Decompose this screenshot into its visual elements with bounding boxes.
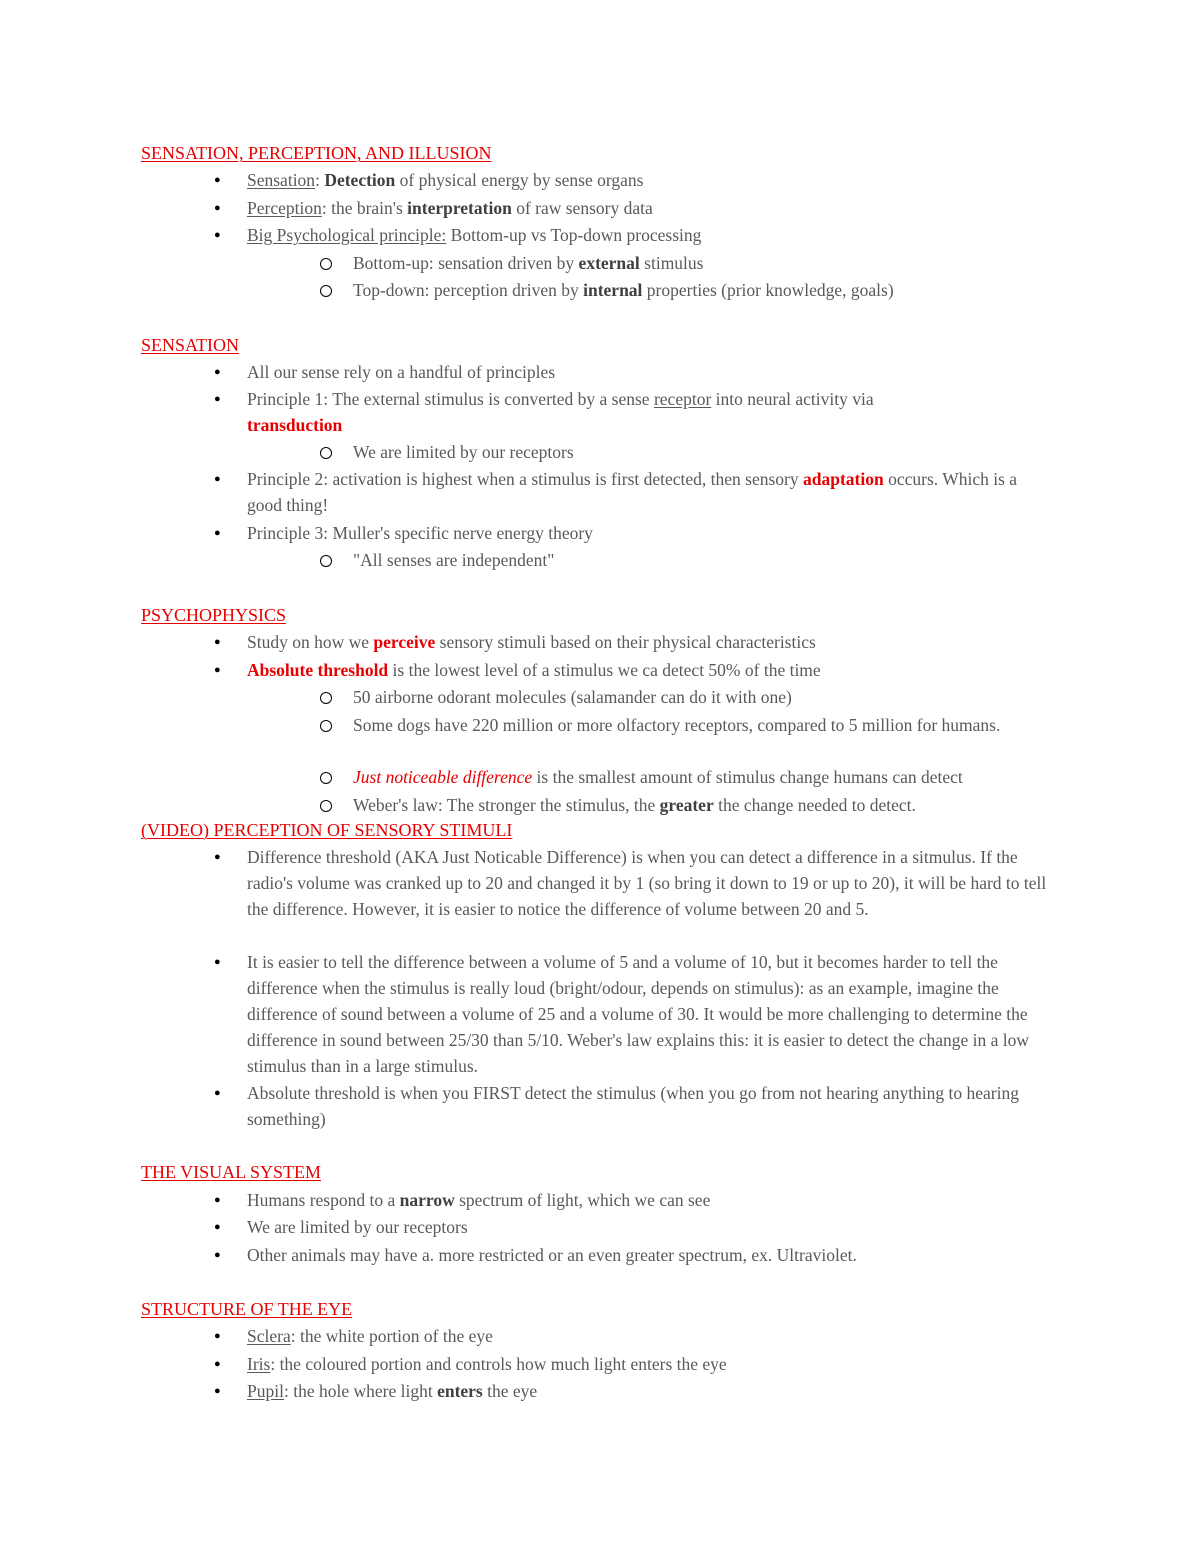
text: stimulus: [639, 253, 704, 273]
text: Weber's law: The stronger the stimulus, the: [353, 795, 660, 815]
text: is the smallest amount of stimulus change humans can detect: [532, 767, 963, 787]
bullet-easier-to-tell: ● It is easier to tell the difference between a volume of 5 and a volume of 10, but it becomes harder to tell the difference when the stimulus is really loud (bright/odour, depends on stimulus): as an example, imagine the difference of sound between a volume of 25 and a volume of 30. It would be more challenging to determine the difference in sound between 25/30 than 5/10. Weber's law explains this: it is easier to detect the change in a low stimulus than in a large stimulus.: [247, 949, 1057, 1079]
sub-bullet-limited-receptors: We are limited by our receptors: [353, 439, 1053, 465]
bullet-principle-3: ● Principle 3: Muller's specific nerve energy theory: [247, 520, 1057, 546]
sub-bullet-bottom-up: [353, 250, 1053, 276]
term: Perception: [247, 198, 322, 218]
sub-bullet-senses-independent: "All senses are independent": [353, 547, 1053, 573]
text: the change needed to detect.: [713, 795, 916, 815]
text: sensory stimuli based on their physical characteristics: [435, 632, 816, 652]
red-bold-text: adaptation: [803, 469, 884, 489]
text: of physical energy by sense organs: [395, 170, 644, 190]
bullet-perception: [247, 195, 1057, 221]
section-heading-video-perception: (VIDEO) PERCEPTION OF SENSORY STIMULI: [141, 820, 513, 840]
section-heading-structure-of-eye: STRUCTURE OF THE EYE: [141, 1299, 353, 1319]
bold-text: narrow: [399, 1190, 455, 1210]
text: : the white portion of the eye: [290, 1326, 493, 1346]
bullet-sensation: [247, 167, 1057, 193]
bullet-difference-threshold: ● Difference threshold (AKA Just Noticable Difference) is when you can detect a difference in a sitmulus. If the radio's volume was cranked up to 20 and changed it by 1 (so bring it down to 19 or up to 20), it will be hard to tell the difference. However, it is easier to notice the difference of volume between 20 and 5.: [247, 844, 1047, 922]
sub-bullet-webers-law: [353, 792, 1053, 818]
text: into neural activity via: [711, 389, 874, 409]
text: :: [315, 170, 325, 190]
section-heading-sensation: SENSATION: [141, 335, 240, 355]
section-heading-visual-system: THE VISUAL SYSTEM: [141, 1162, 322, 1182]
bullet-other-animals: ● Other animals may have a. more restricted or an even greater spectrum, ex. Ultraviolet.: [247, 1242, 1057, 1268]
text: : the coloured portion and controls how much light enters the eye: [270, 1354, 727, 1374]
term: Pupil: [247, 1381, 284, 1401]
text: properties (prior knowledge, goals): [642, 280, 894, 300]
bullet-absolute-threshold-first: ● Absolute threshold is when you FIRST detect the stimulus (when you go from not hearing anything to hearing something): [247, 1080, 1057, 1132]
term: Big Psychological principle:: [247, 225, 447, 245]
red-bold-text: Absolute threshold: [247, 660, 389, 680]
sub-bullet-top-down: [353, 277, 1053, 303]
bullet-principle-2: [247, 466, 1037, 518]
term: Iris: [247, 1354, 271, 1374]
text: Humans respond to a: [247, 1190, 400, 1210]
red-bold-text: perceive: [373, 632, 436, 652]
text: Principle 2: activation is highest when a stimulus is first detected, then sensory: [247, 469, 804, 489]
text: : the hole where light: [283, 1381, 438, 1401]
bullet-study-perceive: [247, 629, 1057, 655]
section-heading-psychophysics: PSYCHOPHYSICS: [141, 605, 287, 625]
text: : the brain's: [321, 198, 408, 218]
text: Bottom-up: sensation driven by: [353, 253, 579, 273]
bullet-iris: [247, 1351, 1057, 1377]
text: is the lowest level of a stimulus we ca detect 50% of the time: [388, 660, 821, 680]
red-italic-text: Just noticeable difference: [353, 767, 533, 787]
text: the eye: [482, 1381, 538, 1401]
bold-text: Detection: [324, 170, 396, 190]
sub-bullet-dogs-receptors: Some dogs have 220 million or more olfactory receptors, compared to 5 million for humans.: [353, 712, 1033, 738]
bold-text: greater: [659, 795, 714, 815]
bullet-big-principle: [247, 222, 1057, 248]
bullet-handful-principles: ● All our sense rely on a handful of principles: [247, 359, 1057, 385]
sub-bullet-jnd: [353, 764, 1053, 790]
red-bold-text: transduction: [247, 415, 343, 435]
text: Bottom-up vs Top-down processing: [446, 225, 702, 245]
bold-text: enters: [437, 1381, 483, 1401]
bold-text: internal: [583, 280, 643, 300]
term: Sclera: [247, 1326, 291, 1346]
underlined-text: receptor: [653, 389, 712, 409]
text: of raw sensory data: [511, 198, 653, 218]
sub-bullet-odorant-molecules: 50 airborne odorant molecules (salamander can do it with one): [353, 684, 1053, 710]
text: Principle 1: The external stimulus is converted by a sense: [247, 389, 654, 409]
text: occurs. Which is a good thing!: [247, 469, 1018, 515]
text: spectrum of light, which we can see: [454, 1190, 711, 1210]
bullet-pupil: [247, 1378, 1057, 1404]
text: Study on how we: [247, 632, 374, 652]
bold-text: interpretation: [407, 198, 512, 218]
bullet-narrow-spectrum: [247, 1187, 1057, 1213]
bullet-principle-1: [247, 386, 967, 438]
bullet-absolute-threshold: [247, 657, 1057, 683]
bullet-limited-receptors: ● We are limited by our receptors: [247, 1214, 1057, 1240]
bullet-sclera: [247, 1323, 1057, 1349]
term: Sensation: [247, 170, 316, 190]
section-heading-sensation-perception-illusion: SENSATION, PERCEPTION, AND ILLUSION: [141, 143, 492, 163]
text: Top-down: perception driven by: [353, 280, 584, 300]
bold-text: external: [578, 253, 640, 273]
